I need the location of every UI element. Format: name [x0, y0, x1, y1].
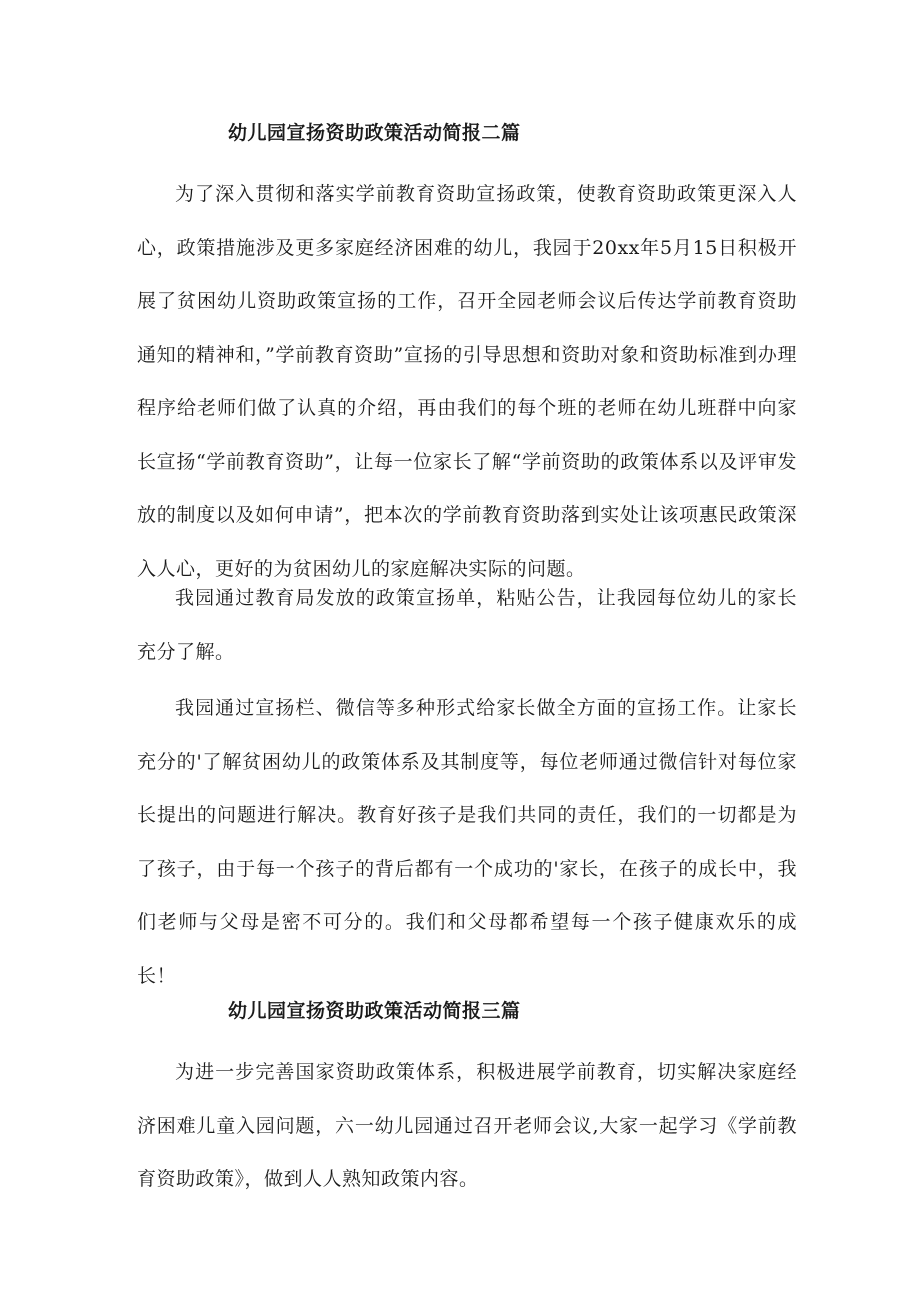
paragraph-teacher-meeting: 为进一步完善国家资助政策体系，积极进展学前教育，切实解决家庭经济困难儿童入园问题，六一幼儿园通过召开老师会议,大家一起学习《学前教育资助政策》，做到人人熟知政策内容。 [137, 1061, 797, 1190]
paragraph-funding-campaign: 为了深入贯彻和落实学前教育资助宣扬政策，使教育资助政策更深入人心，政策措施涉及更多家庭经济困难的幼儿，我园于20xx年5月15日积极开展了贫困幼儿资助政策宣扬的工作，召开全园老师会议后传达学前教育资助通知的精神和，”学前教育资助”宣扬的引导思想和资助对象和资助标准到办理程序给老师们做了认真的介绍，再由我们的每个班的老师在幼儿班群中向家长宣扬“学前教育资助”，让每一位家长了解“学前资助的政策体系以及评审发放的制度以及如何申请”，把本次的学前教育资助落到实处让该项惠民政策深入人心，更好的为贫困幼儿的家庭解决实际的问题。 [137, 183, 797, 580]
paragraph-wechat-publicity: 我园通过宣扬栏、微信等多种形式给家长做全方面的宣扬工作。让家长充分的'了解贫困幼儿的政策体系及其制度等，每位老师通过微信针对每位家长提出的问题进行解决。教育好孩子是我们共同的责任，我们的一切都是为了孩子，由于每一个孩子的背后都有一个成功的'家长，在孩子的成长中，我们老师与父母是密不可分的。我们和父母都希望每一个孩子健康欢乐的成长！ [137, 697, 797, 987]
section-heading-2: 幼儿园宣扬资助政策活动简报二篇 [228, 122, 521, 144]
paragraph-policy-flyer: 我园通过教育局发放的政策宣扬单，粘贴公告，让我园每位幼儿的家长充分了解。 [137, 587, 797, 663]
section-heading-3: 幼儿园宣扬资助政策活动简报三篇 [228, 1000, 521, 1022]
